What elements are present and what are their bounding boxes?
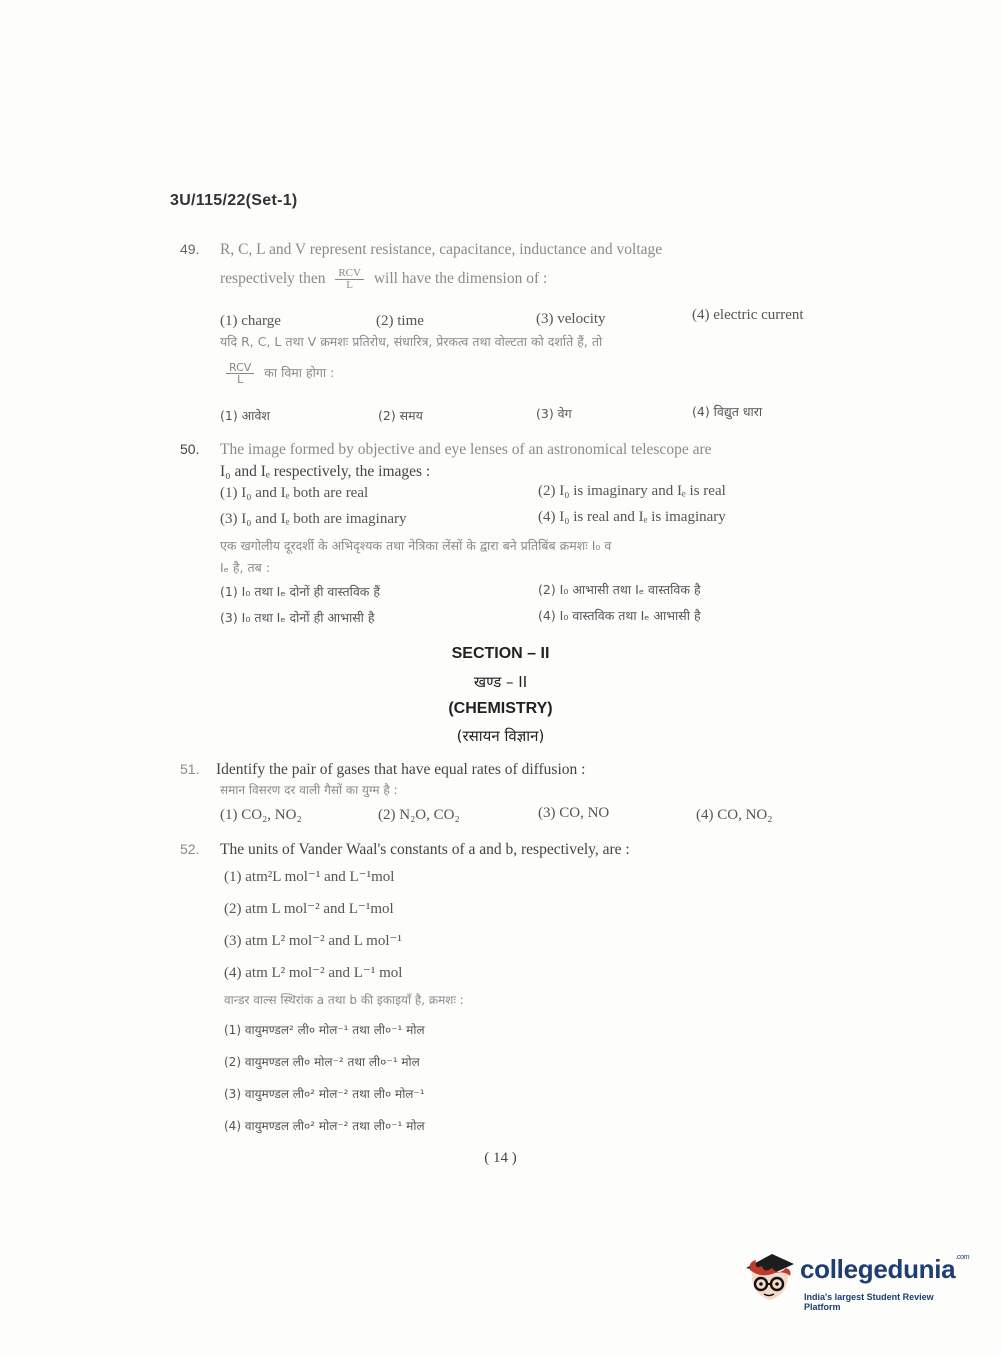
question-text-part: will have the dimension of : bbox=[373, 270, 548, 288]
question-50 bbox=[180, 442, 840, 632]
section-title: SECTION – II bbox=[451, 645, 550, 662]
question-text-part: का विमा होगा : bbox=[264, 365, 335, 380]
question-51 bbox=[180, 762, 840, 832]
option-2: (2) time bbox=[376, 313, 424, 329]
question-text: The image formed by objective and eye lenses of an astronomical telescope are bbox=[220, 441, 712, 458]
question-number: 52. bbox=[180, 841, 200, 857]
question-text-hindi: एक खगोलीय दूरदर्शी के अभिदृश्यक तथा नेत्रिका लेंसों के द्वारा बने प्रतिबिंब क्रमशः I₀ व bbox=[220, 538, 612, 553]
logo-tagline: India's largest Student Review Platform bbox=[804, 1292, 934, 1312]
option-4: (4) CO, NO₂ bbox=[696, 807, 773, 823]
option-2: (2) N₂O, CO₂ bbox=[378, 807, 460, 823]
question-text-hindi: वान्डर वाल्स स्थिरांक a तथा b की इकाइयाँ है, क्रमशः : bbox=[224, 993, 464, 1007]
option-1: (1) atm²L mol⁻¹ and L⁻¹mol bbox=[224, 869, 395, 885]
question-number: 50. bbox=[180, 441, 200, 457]
paper-code: 3U/115/22(Set-1) bbox=[170, 192, 298, 209]
question-text-hindi: यदि R, C, L तथा V क्रमशः प्रतिरोध, संधारित्र, प्रेरकत्व तथा वोल्टता को दर्शाते हैं, तो bbox=[220, 334, 603, 349]
option-4: (4) electric current bbox=[692, 307, 804, 323]
option-2: (2) atm L mol⁻² and L⁻¹mol bbox=[224, 901, 394, 917]
option-4: (4) atm L² mol⁻² and L⁻¹ mol bbox=[224, 965, 403, 981]
fraction-numerator: RCV bbox=[335, 268, 364, 280]
option-2-hindi: (2) वायुमण्डल ली० मोल⁻² तथा ली०⁻¹ मोल bbox=[224, 1055, 420, 1069]
option-4-hindi: (4) I₀ वास्तविक तथा Iₑ आभासी है bbox=[538, 608, 701, 623]
option-2: (2) I₀ is imaginary and Iₑ is real bbox=[538, 483, 726, 499]
question-text-hindi-cont bbox=[220, 362, 334, 385]
option-3-hindi: (3) I₀ तथा Iₑ दोनों ही आभासी है bbox=[220, 610, 375, 625]
collegedunia-logo bbox=[742, 1248, 972, 1318]
page-number: ( 14 ) bbox=[484, 1150, 517, 1166]
question-49 bbox=[180, 242, 840, 432]
question-52 bbox=[180, 842, 840, 1142]
option-3-hindi: (3) वेग bbox=[536, 406, 572, 421]
option-1: (1) I₀ and Iₑ both are real bbox=[220, 485, 369, 501]
option-3: (3) CO, NO bbox=[538, 805, 610, 821]
mascot-icon bbox=[742, 1248, 798, 1310]
question-text: The units of Vander Waal's constants of a and b, respectively, are : bbox=[220, 841, 630, 858]
option-4-hindi: (4) वायुमण्डल ली०² मोल⁻² तथा ली०⁻¹ मोल bbox=[224, 1119, 425, 1133]
question-number: 49. bbox=[180, 241, 200, 257]
logo-domain: .com bbox=[955, 1254, 970, 1261]
section-title-hindi: खण्ड – II bbox=[473, 673, 528, 691]
option-1-hindi: (1) आवेश bbox=[220, 408, 270, 423]
question-text-cont: I₀ and Iₑ respectively, the images : bbox=[220, 463, 431, 480]
fraction bbox=[226, 362, 254, 385]
option-4-hindi: (4) विद्युत धारा bbox=[692, 404, 763, 419]
question-number: 51. bbox=[180, 761, 200, 777]
option-3: (3) atm L² mol⁻² and L mol⁻¹ bbox=[224, 933, 402, 949]
fraction-denominator: L bbox=[346, 279, 353, 291]
subject-title-hindi: (रसायन विज्ञान) bbox=[456, 727, 545, 745]
option-3-hindi: (3) वायुमण्डल ली०² मोल⁻² तथा ली० मोल⁻¹ bbox=[224, 1087, 425, 1101]
option-2-hindi: (2) I₀ आभासी तथा Iₑ वास्तविक है bbox=[538, 582, 701, 597]
option-1: (1) charge bbox=[220, 313, 281, 329]
question-text-part: respectively then bbox=[220, 270, 326, 288]
fraction-numerator: RCV bbox=[226, 362, 254, 374]
option-3: (3) I₀ and Iₑ both are imaginary bbox=[220, 511, 407, 527]
subject-title: (CHEMISTRY) bbox=[448, 700, 553, 717]
question-text: Identify the pair of gases that have equal rates of diffusion : bbox=[216, 761, 586, 778]
logo-wordmark bbox=[800, 1254, 969, 1285]
option-1-hindi: (1) I₀ तथा Iₑ दोनों ही वास्तविक हैं bbox=[220, 584, 380, 599]
question-text-hindi: समान विसरण दर वाली गैसों का युग्म है : bbox=[220, 783, 398, 797]
question-text: R, C, L and V represent resistance, capacitance, inductance and voltage bbox=[220, 241, 663, 258]
option-1: (1) CO₂, NO₂ bbox=[220, 807, 302, 823]
fraction-denominator: L bbox=[237, 373, 244, 386]
option-3: (3) velocity bbox=[536, 311, 606, 327]
option-1-hindi: (1) वायुमण्डल² ली० मोल⁻¹ तथा ली०⁻¹ मोल bbox=[224, 1023, 425, 1037]
fraction bbox=[335, 268, 364, 291]
option-4: (4) I₀ is real and Iₑ is imaginary bbox=[538, 509, 726, 525]
option-2-hindi: (2) समय bbox=[378, 408, 423, 423]
question-text-cont bbox=[220, 268, 547, 291]
logo-text: collegedunia bbox=[800, 1254, 956, 1284]
question-text-hindi-cont: Iₑ है, तब : bbox=[220, 560, 270, 575]
